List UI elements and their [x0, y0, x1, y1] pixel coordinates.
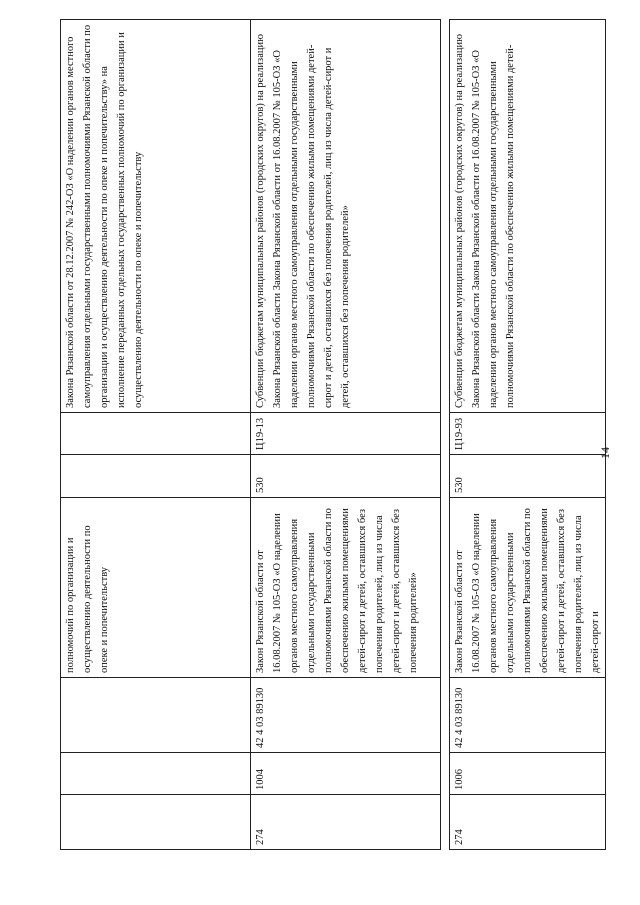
section-code-cell: 1006	[450, 753, 606, 795]
description-cell: Субвенции бюджетам муниципальных районов (городских округов) на реализацию Закона Рязанской области Закона Рязанской области от 16.08.2007 № 105-ОЗ «О наделении органов местного самоуправления отдельными государственными полномочиями Рязанской области по обеспечению жилыми помещениями детей-	[450, 20, 606, 413]
description-cell: Субвенции бюджетам муниципальных районов (городских округов) на реализацию Закона Рязанской области Закона Рязанской области от 16.08.2007 № 105-ОЗ «О наделении органов местного самоуправления отдельными государственными полномочиями Рязанской области по обеспечению жилыми помещениями детей-сирот и детей, оставшихся без попечения родителей, лиц из числа детей-сирот и детей, оставшихся без попечения родителей»	[251, 20, 441, 413]
row-number-cell	[61, 795, 251, 850]
budget-table	[60, 19, 606, 850]
table-row	[251, 20, 441, 850]
section-code-cell: 1004	[251, 753, 441, 795]
rotated-page-content	[60, 20, 601, 850]
row-number-cell: 274	[450, 795, 606, 850]
expense-type-cell	[61, 455, 251, 498]
row-number-cell: 274	[251, 795, 441, 850]
row-divider	[441, 20, 450, 850]
description-cell: Закона Рязанской области от 28.12.2007 № 242-ОЗ «О наделении органов местного самоуправления отдельными государственными полномочиями Рязанской области по организации и осуществлению деятельности по опеке и попечительству» на исполнение переданных отдельных государственных полномочий по организации и осуществлению деятельности по опеке и попечительству	[61, 20, 251, 413]
table-row	[450, 20, 606, 850]
page-number: 14	[598, 447, 612, 459]
law-cell: полномочий по организации и осуществлению деятельности по опеке и попечительству	[61, 498, 251, 678]
table-row-continuation	[61, 20, 251, 850]
purpose-code-cell: Ц19-13	[251, 413, 441, 455]
law-cell: Закон Рязанской области от 16.08.2007 № 105-ОЗ «О наделении органов местного самоуправления отдельными государственными полномочиями Рязанской области по обеспечению жилыми помещениями детей-сирот и детей, оставшихся без попечения родителей, лиц из числа детей-сирот и	[450, 498, 606, 678]
table-gap	[441, 20, 450, 850]
target-code-cell: 42 4 03 89130	[251, 678, 441, 753]
target-code-cell	[61, 678, 251, 753]
section-code-cell	[61, 753, 251, 795]
expense-type-cell: 530	[450, 455, 606, 498]
purpose-code-cell	[61, 413, 251, 455]
law-cell: Закон Рязанской области от 16.08.2007 № 105-ОЗ «О наделении органов местного самоуправления отдельными государственными полномочиями Рязанской области по обеспечению жилыми помещениями детей-сирот и детей, оставшихся без попечения родителей, лиц из числа детей-сирот и детей, оставшихся без попечения родителей»	[251, 498, 441, 678]
purpose-code-cell: Ц19-93	[450, 413, 606, 455]
target-code-cell: 42 4 03 89130	[450, 678, 606, 753]
expense-type-cell: 530	[251, 455, 441, 498]
